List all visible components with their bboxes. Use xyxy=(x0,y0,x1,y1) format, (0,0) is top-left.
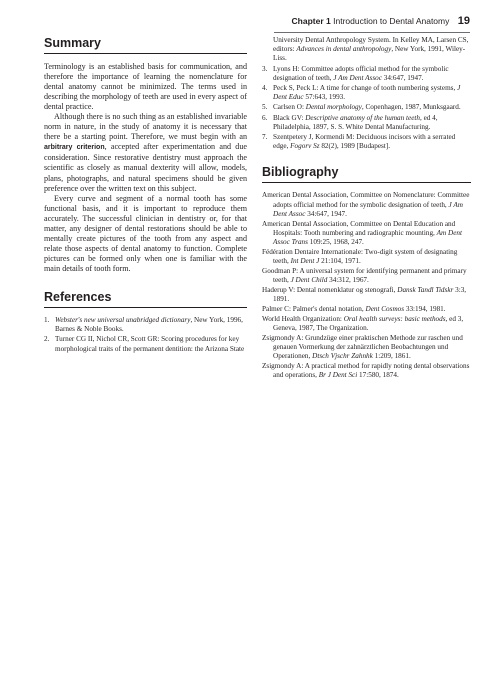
references-heading: References xyxy=(44,290,247,308)
bibliography-pre: Palmer C: Palmer's dental notation, xyxy=(262,304,366,313)
bibliography-pre: Zsigmondy A: Grundzüge einer praktischen Methode zur raschen und genauen Vormerkung der zahnärztlichen Beobachtungen und Operationen, xyxy=(262,333,463,361)
reference-post: , Copenhagen, 1987, Munksgaard. xyxy=(361,103,461,112)
summary-body xyxy=(44,62,247,274)
bibliography-item xyxy=(262,286,471,304)
reference-number: 3. xyxy=(262,64,268,73)
reference-journal: Descriptive anatomy of the human teeth xyxy=(305,113,420,122)
reference-number: 7. xyxy=(262,133,268,142)
reference-journal: Dental morphology xyxy=(305,103,362,112)
reference-journal: J Dent Educ xyxy=(273,84,461,102)
reference-pre: Black GV: xyxy=(273,113,306,122)
bibliography-journal: J Dent Child xyxy=(290,276,328,285)
bibliography-journal: Int Dent J xyxy=(290,257,320,266)
bibliography-journal: J Am Dent Assoc xyxy=(273,200,463,218)
reference-item xyxy=(262,103,471,112)
reference-number: 4. xyxy=(262,84,268,93)
bibliography-journal: Oral health surveys: basic methods xyxy=(343,314,446,323)
reference-item xyxy=(44,335,247,353)
bibliography-post: 1:209, 1861. xyxy=(372,352,411,361)
bibliography-pre: American Dental Association, Committee on Nomenclature: Committee adopts official method for the symbolic designation of teeth, xyxy=(262,191,470,209)
bibliography-item xyxy=(262,191,471,219)
bibliography-post: 109:25, 1968, 247. xyxy=(307,238,364,247)
reference-pre: Lyons H: Committee adopts official method for the symbolic designation of teeth, xyxy=(273,64,449,82)
reference-pre: Carlsen O: xyxy=(273,103,306,112)
references-list-left xyxy=(44,316,247,354)
summary-paragraph-1: Terminology is an established basis for communication, and therefore the importance of learning the nomenclature for dental anatomy cannot be minimized. The terms used in describing the morphology of teeth are used in every aspect of dental practice. xyxy=(44,62,247,112)
reference-title: Webster's new universal unabridged dictionary xyxy=(55,315,191,324)
bibliography-item xyxy=(262,220,471,248)
reference-journal: Fogorv Sz xyxy=(290,142,320,151)
reference-item xyxy=(262,84,471,102)
bibliography-heading: Bibliography xyxy=(262,165,471,183)
chapter-label: Chapter 1 xyxy=(291,16,331,26)
bibliography-journal: Br J Dent Sci xyxy=(318,371,358,380)
bibliography-pre: Fédération Dentaire Internationale: Two-digit system of designating teeth, xyxy=(262,247,458,266)
reference-pre: Peck S, Peck L: A time for change of tooth numbering systems, xyxy=(273,84,458,93)
reference-post: 82(2), 1989 [Budapest]. xyxy=(319,142,390,151)
bibliography-journal: Am Dent Assoc Trans xyxy=(273,228,463,247)
bibliography-item xyxy=(262,315,471,333)
reference-number: 1. xyxy=(44,315,50,324)
running-head xyxy=(292,15,470,33)
reference-number: 2. xyxy=(44,335,50,344)
bibliography-pre: World Health Organization: xyxy=(262,314,344,323)
bibliography-post: 17:580, 1874. xyxy=(357,371,399,380)
bibliography-journal: Dansk Tandl Tidskr xyxy=(397,285,454,294)
bibliography-journal: Dtsch Vjschr Zahnhk xyxy=(312,352,373,361)
bibliography-pre: Haderup V: Dental nomenklatur og stenografi, xyxy=(262,285,398,294)
references-list-right xyxy=(262,65,471,152)
running-head-rule xyxy=(274,32,470,33)
reference-post: 57:643, 1993. xyxy=(303,93,346,102)
bibliography-journal: Dent Cosmos xyxy=(365,304,405,313)
page-number: 19 xyxy=(457,15,470,27)
reference-pre: Szentpetery J, Kormendi M: Deciduous incisors with a serrated edge, xyxy=(273,133,456,151)
reference-continued-title: Advances in dental anthropology xyxy=(296,45,392,54)
bibliography-post: 21:104, 1971. xyxy=(319,257,361,266)
reference-item xyxy=(44,316,247,334)
right-column xyxy=(262,36,471,381)
bibliography-item xyxy=(262,305,471,314)
reference-journal: J Am Dent Assoc xyxy=(333,73,382,82)
bibliography-post: 33:194, 1981. xyxy=(404,304,446,313)
summary-paragraph-2 xyxy=(44,112,247,193)
bibliography-post: 34:312, 1967. xyxy=(327,276,369,285)
bibliography-post: 3:3, 1891. xyxy=(273,285,467,304)
reference-item xyxy=(262,114,471,132)
summary-paragraph-3: Every curve and segment of a normal tooth has some functional basis, and it is important to reproduce them accurately. The successful clinician in dentistry or, for that matter, any designer of dental restorations should be able to mentally create pictures of the tooth from any aspect and relate those aspects of dental anatomy to function. Complete pictures can be formed only when one is familiar with the main details of tooth form. xyxy=(44,193,247,273)
key-term: arbitrary criterion xyxy=(44,144,105,152)
reference-details: , New York, 1996, Barnes & Noble Books. xyxy=(55,315,243,334)
summary-p2-text-before: Although there is no such thing as an established invariable norm in nature, in the study of anatomy it is necessary that there be a starting point. Therefore, we must begin with an xyxy=(44,112,247,142)
bibliography-pre: Goodman P: A universal system for identifying permanent and primary teeth, xyxy=(262,266,467,285)
reference-continued-pre: University Dental Anthropology System. In Kelley MA, Larsen CS, editors: xyxy=(273,36,469,54)
bibliography-pre: American Dental Association, Committee on Dental Education and Hospitals: Tooth numbering and radiographic mounting, xyxy=(262,219,456,237)
chapter-title: Introduction to Dental Anatomy xyxy=(333,16,450,26)
reference-item xyxy=(262,133,471,151)
reference-text: Turner CG II, Nichol CR, Scott GR: Scoring procedures for key morphological traits of the permanent dentition: the Arizona State xyxy=(55,335,245,353)
summary-heading: Summary xyxy=(44,36,247,54)
summary-p2-text-after: , accepted after experimentation and due consideration. Since restorative dentistry must approach the scientific as closely as manual dexterity will allow, models, plans, photographs, and natural specimens should be given preference over the written text on this subject. xyxy=(44,142,247,193)
reference-continued xyxy=(262,36,471,64)
reference-number: 6. xyxy=(262,113,268,122)
reference-post: 34:647, 1947. xyxy=(381,73,424,82)
bibliography-item xyxy=(262,362,471,380)
bibliography-post: 34:647, 1947. xyxy=(305,209,347,218)
bibliography-item xyxy=(262,248,471,266)
reference-post: , ed 4, Philadelphia, 1897, S. S. White Dental Manufacturing. xyxy=(273,113,438,131)
bibliography-pre: Zsigmondy A: A practical method for rapidly noting dental observations and operations, xyxy=(262,361,470,380)
reference-number: 5. xyxy=(262,103,268,112)
bibliography-item xyxy=(262,334,471,362)
reference-item xyxy=(262,65,471,83)
left-column xyxy=(44,36,247,355)
bibliography-item xyxy=(262,267,471,285)
bibliography-list xyxy=(262,191,471,380)
reference-continued-post: , New York, 1991, Wiley-Liss. xyxy=(273,45,466,63)
bibliography-post: , ed 3, Geneva, 1987, The Organization. xyxy=(273,314,464,332)
